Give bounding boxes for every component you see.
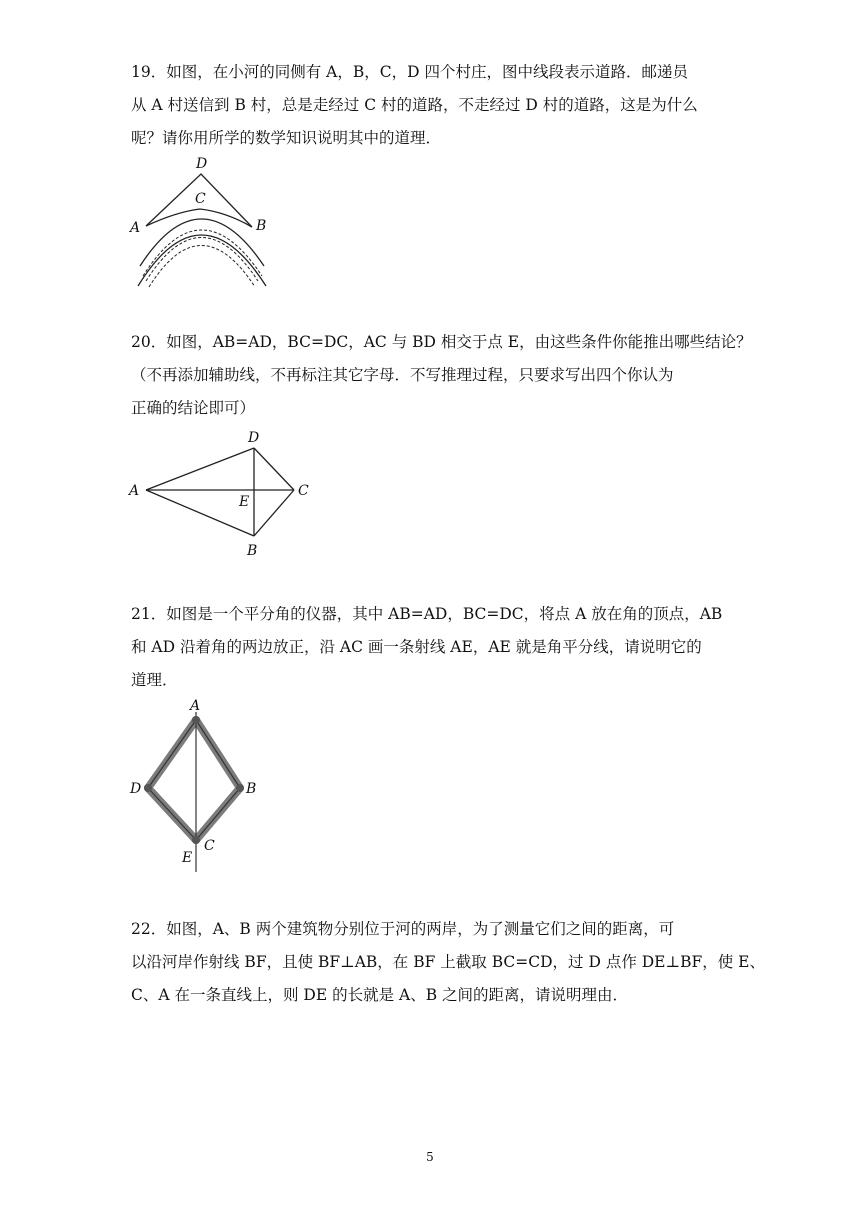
segment-ad <box>146 448 254 490</box>
question-19 <box>131 56 731 155</box>
question-line: 从 A 村送信到 B 村，总是走经过 C 村的道路，不走经过 D 村的道路，这是为什么 <box>131 96 698 114</box>
question-22 <box>131 913 765 1012</box>
point-label-a: A <box>130 220 141 236</box>
question-line: 20．如图，AB=AD，BC=DC，AC 与 BD 相交于点 E，由这些条件你能推出哪些结论？ <box>131 333 752 351</box>
edge-ab <box>196 720 240 788</box>
edge-dc <box>148 788 196 840</box>
question-line: 22．如图，A、B 两个建筑物分别位于河的两岸，为了测量它们之间的距离，可 <box>131 920 675 938</box>
question-line: 19．如图，在小河的同侧有 A，B，C，D 四个村庄，图中线段表示道路．邮递员 <box>131 63 688 81</box>
point-label-b: B <box>247 543 258 559</box>
question-line: C、A 在一条直线上，则 DE 的长就是 A、B 之间的距离，请说明理由． <box>131 986 629 1004</box>
question-20 <box>131 326 752 425</box>
edge-bc <box>196 788 240 840</box>
question-line: 正确的结论即可） <box>131 399 256 417</box>
point-label-e: E <box>239 494 250 510</box>
figure-kite <box>126 428 326 564</box>
point-label-b: B <box>246 781 257 797</box>
segment-dc <box>254 448 294 490</box>
point-label-a: A <box>190 698 201 714</box>
point-label-d: D <box>248 430 260 446</box>
question-line: 呢？请你用所学的数学知识说明其中的道理． <box>131 129 442 147</box>
question-21 <box>131 598 731 697</box>
question-line: 以沿河岸作射线 BF，且使 BF⊥AB，在 BF 上截取 BC=CD，过 D 点作 DE⊥BF，使 E、 <box>131 953 765 971</box>
segment-bc <box>254 490 294 536</box>
figure-angle-bisector-instrument <box>126 696 266 878</box>
point-label-c: C <box>204 838 215 854</box>
point-label-b: B <box>256 218 267 234</box>
river-water <box>146 238 258 282</box>
point-label-c: C <box>298 483 309 499</box>
question-line: （不再添加辅助线，不再标注其它字母．不写推理过程，只要求写出四个你认为 <box>131 366 674 384</box>
edge-ad <box>148 720 196 788</box>
joint-c <box>192 836 200 844</box>
page-number: 5 <box>426 1150 434 1164</box>
joint-a <box>192 716 200 724</box>
segment-ab <box>146 490 254 536</box>
joint-b <box>236 784 244 792</box>
question-line: 和 AD 沿着角的两边放正，沿 AC 画一条射线 AE，AE 就是角平分线，请说明它的 <box>131 638 702 656</box>
point-label-d: D <box>196 156 208 172</box>
joint-d <box>144 784 152 792</box>
point-label-e: E <box>182 850 193 866</box>
question-line: 21．如图是一个平分角的仪器，其中 AB=AD，BC=DC，将点 A 放在角的顶点，AB <box>131 605 723 623</box>
question-line: 道理． <box>131 671 178 689</box>
point-label-d: D <box>130 781 142 797</box>
point-label-c: C <box>195 191 206 207</box>
river-water <box>143 230 262 276</box>
point-label-a: A <box>129 483 140 499</box>
figure-river-villages <box>126 154 276 290</box>
